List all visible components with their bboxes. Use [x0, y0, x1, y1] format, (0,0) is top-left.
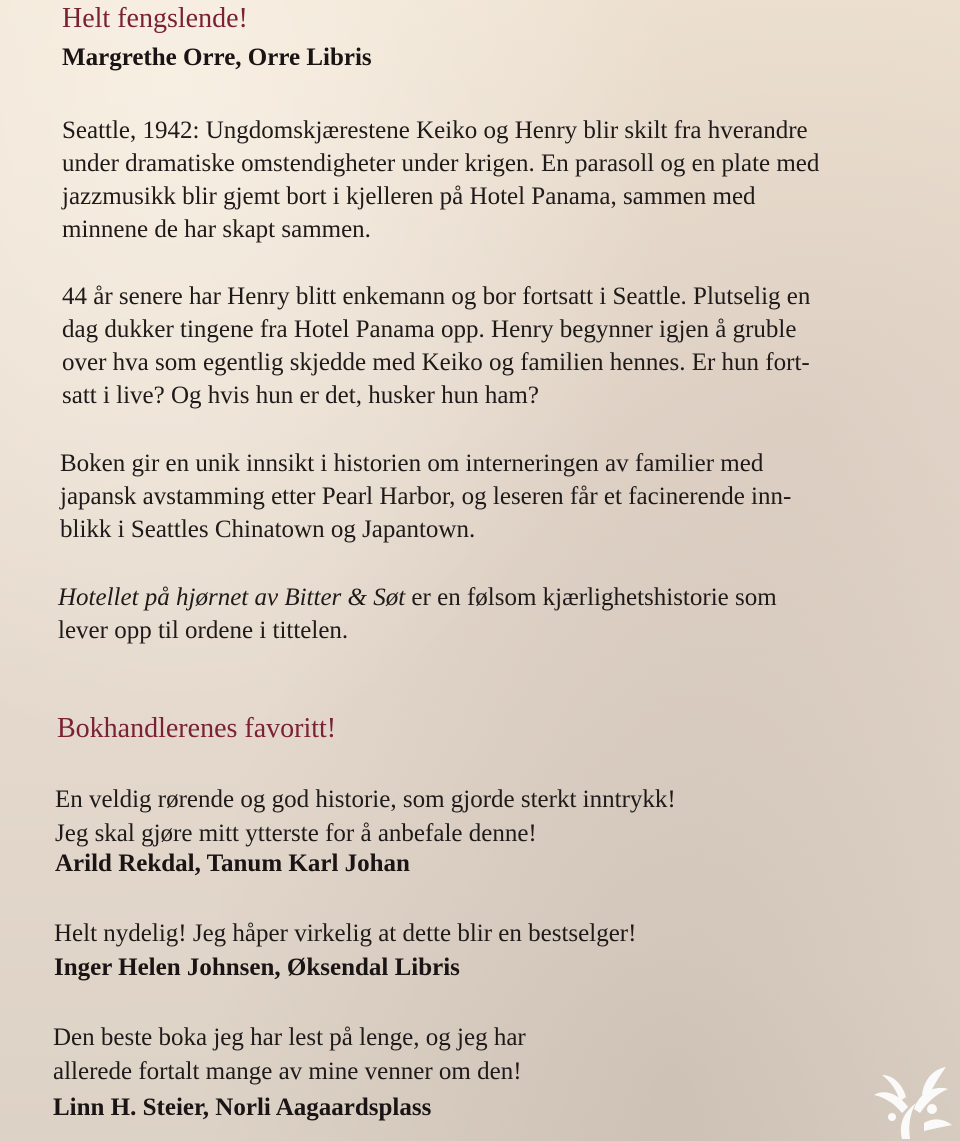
floral-ornament-icon: [862, 1051, 954, 1141]
text-line: blikk i Seattles Chinatown og Japantown.: [60, 516, 476, 543]
bookseller-quote-2: [54, 917, 636, 951]
review-heading-1: Helt fengslende!: [62, 3, 248, 34]
quote-line: Helt nydelig! Jeg håper virkelig at dette blir en bestselger!: [54, 920, 637, 947]
synopsis-paragraph-1: [62, 114, 819, 246]
text-line: jazzmusikk blir gjemt bort i kjelleren på Hotel Panama, sammen med: [62, 183, 756, 210]
text-fragment: er en følsom kjærlighetshistorie som: [405, 584, 777, 611]
section-heading-bookseller-favorite: Bokhandlerenes favoritt!: [57, 713, 337, 744]
quote-line: allerede fortalt mange av mine venner om den!: [53, 1058, 522, 1085]
text-line: Seattle, 1942: Ungdomskjærestene Keiko og Henry blir skilt fra hverandre: [62, 117, 808, 144]
synopsis-paragraph-4: [58, 581, 777, 647]
text-line: dag dukker tingene fra Hotel Panama opp. Henry begynner igjen å gruble: [62, 316, 797, 343]
book-title: Hotellet på hjørnet av Bitter & Søt: [58, 584, 406, 611]
text-line: lever opp til ordene i tittelen.: [58, 617, 349, 644]
text-line: satt i live? Og hvis hun er det, husker hun ham?: [62, 382, 539, 409]
quote-attribution-3: Linn H. Steier, Norli Aagaardsplass: [53, 1094, 432, 1121]
text-line: japansk avstamming etter Pearl Harbor, og leseren får et facinerende inn-: [60, 483, 792, 510]
text-line: under dramatiske omstendigheter under krigen. En parasoll og en plate med: [62, 150, 820, 177]
text-line: over hva som egentlig skjedde med Keiko og familien hennes. Er hun fort-: [62, 349, 810, 376]
quote-line: Jeg skal gjøre mitt ytterste for å anbefale denne!: [55, 820, 537, 847]
synopsis-paragraph-3: [60, 447, 791, 546]
bookseller-quote-1: [55, 783, 676, 851]
text-line: minnene de har skapt sammen.: [62, 216, 371, 243]
synopsis-paragraph-2: [62, 280, 810, 412]
quote-line: Den beste boka jeg har lest på lenge, og jeg har: [53, 1024, 526, 1051]
review-attribution-1: Margrethe Orre, Orre Libris: [62, 44, 372, 71]
quote-attribution-2: Inger Helen Johnsen, Øksendal Libris: [54, 954, 460, 981]
text-line: [58, 581, 777, 614]
quote-attribution-1: Arild Rekdal, Tanum Karl Johan: [55, 850, 410, 877]
text-line: 44 år senere har Henry blitt enkemann og bor fortsatt i Seattle. Plutselig en: [62, 283, 811, 310]
bookseller-quote-3: [53, 1021, 526, 1089]
quote-line: En veldig rørende og god historie, som gjorde sterkt inntrykk!: [55, 786, 676, 813]
text-line: Boken gir en unik innsikt i historien om interneringen av familier med: [60, 450, 764, 477]
